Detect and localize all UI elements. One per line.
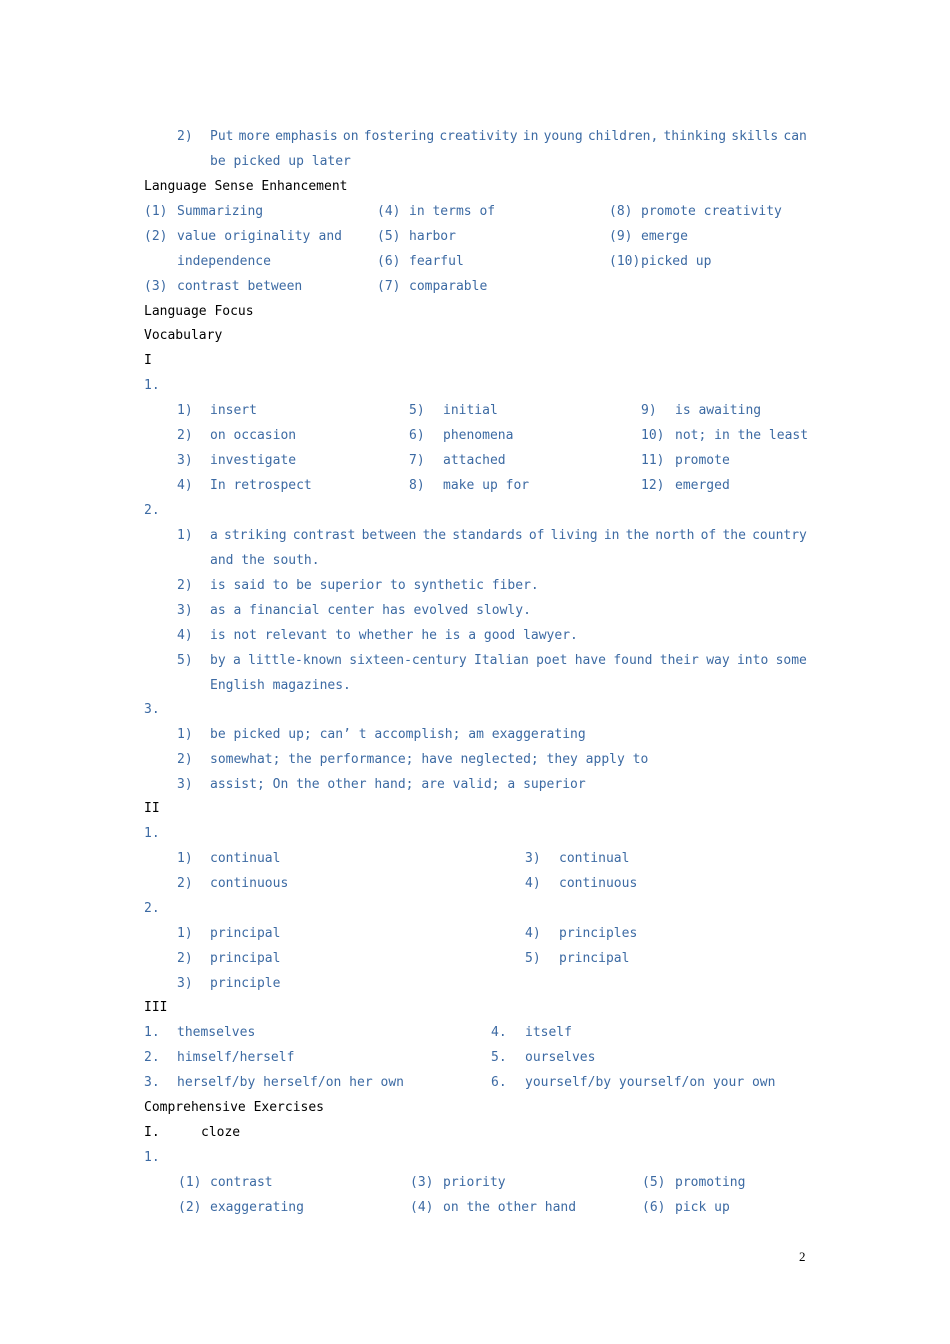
answer-text: not; in the least bbox=[675, 428, 809, 443]
item-number: 5) bbox=[525, 951, 541, 966]
word: the bbox=[422, 528, 447, 543]
answer-text: initial bbox=[443, 403, 498, 418]
answer-text: attached bbox=[443, 453, 506, 468]
question-label: 1. bbox=[144, 378, 160, 393]
answer-text: himself/herself bbox=[177, 1050, 295, 1065]
answer-text: promoting bbox=[675, 1175, 746, 1190]
answer-text: In retrospect bbox=[210, 478, 312, 493]
word: and bbox=[318, 229, 342, 244]
word: skills bbox=[731, 129, 779, 144]
answer-text: is not relevant to whether he is a good lawyer. bbox=[210, 628, 578, 643]
answer-text: exaggerating bbox=[210, 1200, 304, 1215]
question-label: 1. bbox=[144, 1150, 160, 1165]
section-heading: Language Sense Enhancement bbox=[144, 179, 348, 194]
item-number: (6) bbox=[377, 254, 401, 269]
answer-line: English magazines. bbox=[210, 678, 351, 693]
item-number: 1) bbox=[177, 926, 193, 941]
word: between bbox=[361, 528, 417, 543]
word: sixteen-century bbox=[349, 653, 467, 668]
answer-text: in terms of bbox=[409, 204, 496, 219]
item-number: 2) bbox=[177, 428, 193, 443]
item-number: (1) bbox=[144, 204, 168, 219]
word: emphasis bbox=[275, 129, 338, 144]
answer-line-justified bbox=[210, 128, 807, 146]
answer-text: promote creativity bbox=[641, 204, 782, 219]
item-number: (10) bbox=[609, 254, 641, 269]
word: north bbox=[655, 528, 695, 543]
subsection-heading: Vocabulary bbox=[144, 328, 223, 343]
answer-text: investigate bbox=[210, 453, 297, 468]
word: by bbox=[210, 653, 226, 668]
word: on bbox=[342, 129, 359, 144]
word: young bbox=[543, 129, 583, 144]
item-number: 4) bbox=[177, 628, 193, 643]
item-number: 9) bbox=[641, 403, 657, 418]
word: standards bbox=[452, 528, 523, 543]
item-number: (5) bbox=[642, 1175, 666, 1190]
item-number: 5. bbox=[491, 1050, 507, 1065]
answer-text: herself/by herself/on her own bbox=[177, 1075, 404, 1090]
answer-text: Summarizing bbox=[177, 204, 264, 219]
word: in bbox=[603, 528, 620, 543]
word: contrast bbox=[292, 528, 356, 543]
answer-text: phenomena bbox=[443, 428, 514, 443]
part-label: II bbox=[144, 801, 160, 816]
answer-text: principle bbox=[210, 976, 281, 991]
answer-text: assist; On the other hand; are valid; a superior bbox=[210, 777, 586, 792]
item-number: 2) bbox=[177, 752, 193, 767]
answer-text: emerge bbox=[641, 229, 688, 244]
answer-text: emerged bbox=[675, 478, 730, 493]
answer-text: be picked up; can’ t accomplish; am exaggerating bbox=[210, 727, 586, 742]
item-number: 8) bbox=[409, 478, 425, 493]
question-label: 1. bbox=[144, 826, 160, 841]
item-number: 6) bbox=[409, 428, 425, 443]
word: in bbox=[522, 129, 539, 144]
item-number: 1) bbox=[177, 727, 193, 742]
word: a bbox=[232, 653, 241, 668]
answer-text: continuous bbox=[210, 876, 289, 891]
item-number: 3) bbox=[525, 851, 541, 866]
item-number: (4) bbox=[410, 1200, 434, 1215]
word: of bbox=[528, 528, 545, 543]
item-number: 1) bbox=[177, 851, 193, 866]
answer-line: be picked up later bbox=[210, 154, 351, 169]
item-number: 2) bbox=[177, 876, 193, 891]
answer-text: harbor bbox=[409, 229, 456, 244]
answer-text: themselves bbox=[177, 1025, 256, 1040]
answer-text: fearful bbox=[409, 254, 464, 269]
word: found bbox=[613, 653, 653, 668]
answer-text: as a financial center has evolved slowly. bbox=[210, 603, 531, 618]
answer-text: comparable bbox=[409, 279, 488, 294]
word: a bbox=[210, 528, 218, 543]
word: value bbox=[177, 229, 217, 244]
word: can bbox=[783, 129, 807, 144]
item-number: 3) bbox=[177, 976, 193, 991]
item-number: 11) bbox=[641, 453, 665, 468]
part-label: I. bbox=[144, 1125, 160, 1140]
item-number: (3) bbox=[410, 1175, 434, 1190]
word: little-known bbox=[248, 653, 342, 668]
answer-text: continuous bbox=[559, 876, 638, 891]
word: the bbox=[722, 528, 746, 543]
item-number: 1. bbox=[144, 1025, 160, 1040]
answer-text: picked up bbox=[641, 254, 712, 269]
item-number: 3) bbox=[177, 777, 193, 792]
answer-text: principal bbox=[210, 926, 281, 941]
answer-text: insert bbox=[210, 403, 257, 418]
question-label: 2. bbox=[144, 901, 160, 916]
item-number: 10) bbox=[641, 428, 665, 443]
item-number: 6. bbox=[491, 1075, 507, 1090]
answer-text: ourselves bbox=[525, 1050, 596, 1065]
answer-text: principal bbox=[559, 951, 630, 966]
item-number: 3) bbox=[177, 453, 193, 468]
answer-text: continual bbox=[210, 851, 281, 866]
answer-line-justified bbox=[177, 228, 342, 246]
word: of bbox=[700, 528, 717, 543]
answer-text: somewhat; the performance; have neglected; they apply to bbox=[210, 752, 649, 767]
answer-text: is awaiting bbox=[675, 403, 762, 418]
item-number: 2. bbox=[144, 1050, 160, 1065]
item-number: 4) bbox=[525, 926, 541, 941]
answer-text: is said to be superior to synthetic fiber. bbox=[210, 578, 539, 593]
question-label: 3. bbox=[144, 702, 160, 717]
answer-text: on the other hand bbox=[443, 1200, 577, 1215]
answer-text: priority bbox=[443, 1175, 506, 1190]
answer-text: on occasion bbox=[210, 428, 297, 443]
item-number: 4. bbox=[491, 1025, 507, 1040]
word: children, bbox=[587, 129, 659, 144]
word: the bbox=[625, 528, 650, 543]
item-number: (8) bbox=[609, 204, 633, 219]
answer-text: contrast bbox=[210, 1175, 273, 1190]
answer-text: continual bbox=[559, 851, 630, 866]
answer-line-justified bbox=[210, 527, 807, 545]
word: into bbox=[736, 653, 769, 668]
word: originality bbox=[224, 229, 311, 244]
item-number: 7) bbox=[409, 453, 425, 468]
word: fostering bbox=[363, 129, 435, 144]
item-number: (5) bbox=[377, 229, 401, 244]
word: living bbox=[550, 528, 598, 543]
word: way bbox=[706, 653, 730, 668]
part-label: III bbox=[144, 1000, 168, 1015]
item-number: 2) bbox=[177, 951, 193, 966]
item-number: 5) bbox=[177, 653, 193, 668]
item-number: 4) bbox=[177, 478, 193, 493]
item-number: 2) bbox=[177, 129, 193, 144]
item-number: 4) bbox=[525, 876, 541, 891]
item-number: (2) bbox=[144, 229, 168, 244]
answer-text: independence bbox=[177, 254, 271, 269]
item-number: 12) bbox=[641, 478, 665, 493]
word: creativity bbox=[439, 129, 518, 144]
answer-text: make up for bbox=[443, 478, 530, 493]
item-number: (7) bbox=[377, 279, 401, 294]
item-number: 1) bbox=[177, 528, 193, 543]
answer-text: principal bbox=[210, 951, 281, 966]
word: have bbox=[574, 653, 607, 668]
word: poet bbox=[536, 653, 568, 668]
item-number: 3. bbox=[144, 1075, 160, 1090]
answer-text: contrast between bbox=[177, 279, 303, 294]
answer-line: and the south. bbox=[210, 553, 320, 568]
answer-text: principles bbox=[559, 926, 638, 941]
word: some bbox=[775, 653, 807, 668]
word: Put bbox=[210, 129, 234, 144]
section-heading: Language Focus bbox=[144, 304, 254, 319]
word: Italian bbox=[474, 653, 529, 668]
item-number: (9) bbox=[609, 229, 633, 244]
question-label: 2. bbox=[144, 503, 160, 518]
word: country bbox=[752, 528, 807, 543]
answer-text: yourself/by yourself/on your own bbox=[525, 1075, 776, 1090]
item-number: (2) bbox=[178, 1200, 202, 1215]
word: striking bbox=[224, 528, 287, 543]
answer-text: pick up bbox=[675, 1200, 730, 1215]
page-number: 2 bbox=[799, 1249, 806, 1264]
section-heading: Comprehensive Exercises bbox=[144, 1100, 325, 1115]
item-number: (3) bbox=[144, 279, 168, 294]
item-number: 2) bbox=[177, 578, 193, 593]
item-number: (1) bbox=[178, 1175, 202, 1190]
item-number: (6) bbox=[642, 1200, 666, 1215]
answer-text: promote bbox=[675, 453, 730, 468]
item-number: (4) bbox=[377, 204, 401, 219]
part-title: cloze bbox=[201, 1125, 241, 1140]
word: their bbox=[659, 653, 699, 668]
item-number: 3) bbox=[177, 603, 193, 618]
answer-line-justified bbox=[210, 652, 807, 670]
part-label: I bbox=[144, 353, 152, 368]
word: thinking bbox=[663, 129, 727, 144]
item-number: 1) bbox=[177, 403, 193, 418]
item-number: 5) bbox=[409, 403, 425, 418]
answer-text: itself bbox=[525, 1025, 572, 1040]
word: more bbox=[238, 129, 270, 144]
